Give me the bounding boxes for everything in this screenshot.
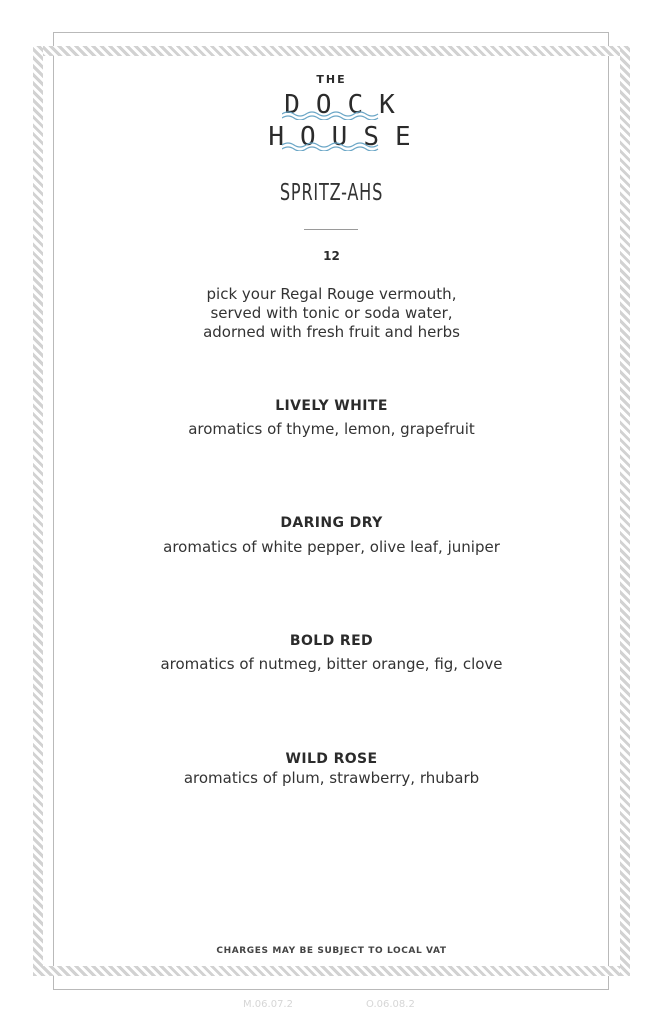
rope-border-bottom	[33, 966, 630, 976]
item-desc-daring-dry: aromatics of white pepper, olive leaf, juniper	[163, 538, 500, 556]
intro-text	[0, 285, 663, 342]
intro-line: adorned with fresh fruit and herbs	[203, 323, 460, 341]
title-divider	[304, 229, 358, 230]
outer-frame	[53, 32, 609, 990]
item-desc-lively-white: aromatics of thyme, lemon, grapefruit	[188, 420, 475, 438]
rope-border-right	[620, 46, 630, 976]
logo-house: HOUSE	[268, 122, 427, 152]
item-name-daring-dry: DARING DRY	[280, 515, 383, 531]
item-desc-wild-rose: aromatics of plum, strawberry, rhubarb	[183, 769, 480, 787]
logo-wave-icon	[282, 141, 382, 151]
price: 12	[323, 249, 340, 263]
item-name-wild-rose: WILD ROSE	[285, 751, 378, 767]
intro-line: pick your Regal Rouge vermouth,	[206, 285, 457, 303]
print-stamp-left: M.06.07.2	[243, 999, 293, 1010]
logo-dock: DOCK	[284, 90, 411, 120]
print-stamp-right: O.06.08.2	[366, 999, 415, 1010]
section-title: SPRITZ-AHS	[279, 180, 384, 206]
logo-the: THE	[316, 73, 347, 86]
intro-line: served with tonic or soda water,	[210, 304, 453, 322]
logo-wave-icon	[282, 110, 382, 120]
rope-border-top	[33, 46, 630, 56]
item-desc-bold-red: aromatics of nutmeg, bitter orange, fig, clove	[160, 655, 503, 673]
item-name-bold-red: BOLD RED	[289, 633, 374, 649]
item-name-lively-white: LIVELY WHITE	[275, 398, 388, 414]
rope-border-left	[33, 46, 43, 976]
vat-notice: CHARGES MAY BE SUBJECT TO LOCAL VAT	[216, 946, 447, 956]
